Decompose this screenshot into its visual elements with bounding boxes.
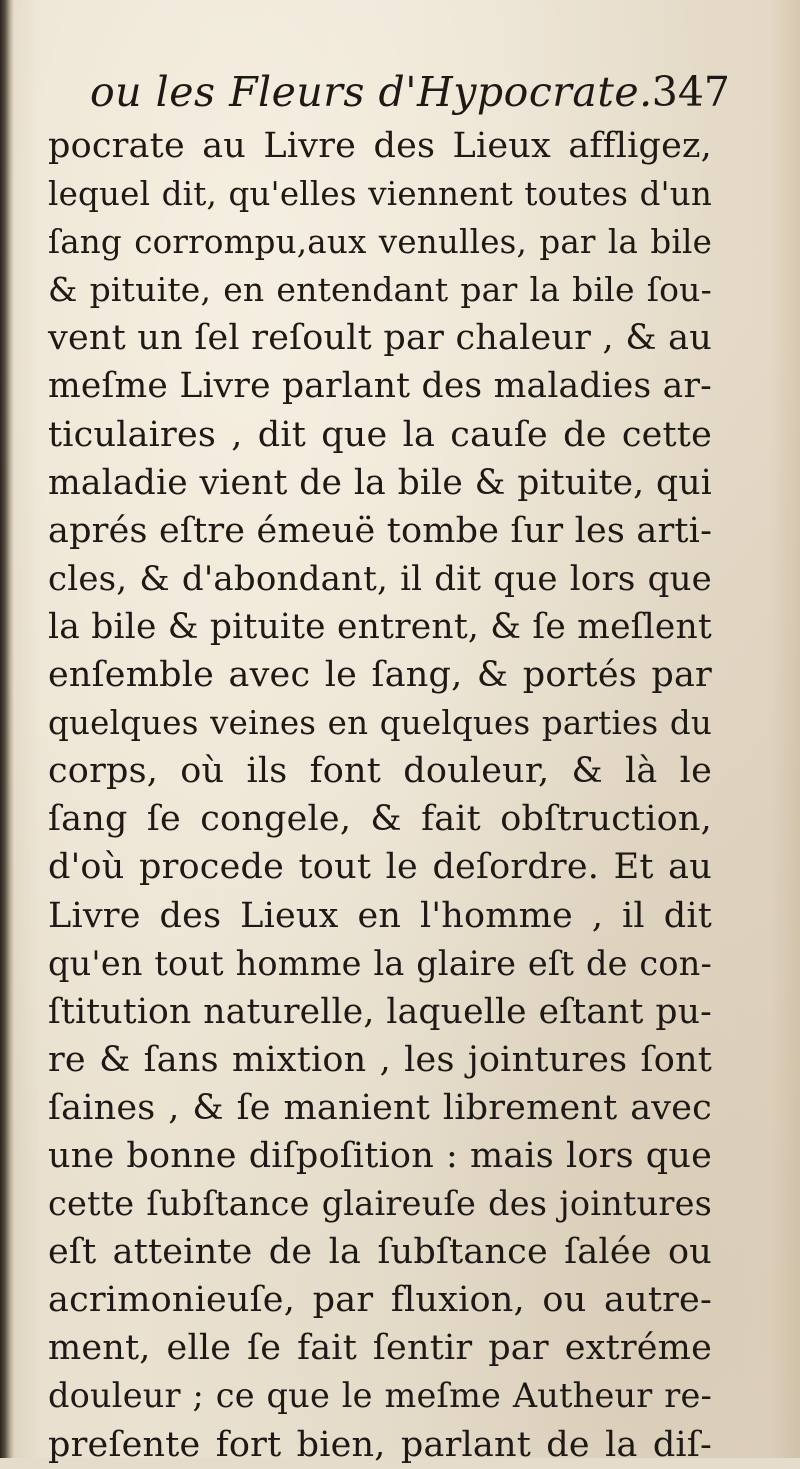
text-line: Livre des Lieux en l'homme , il dit (48, 895, 712, 936)
page-header (90, 62, 730, 122)
text-line: corps, où ils font douleur, & là le (48, 751, 712, 792)
running-title: ou les Fleurs d'Hypocrate. (90, 68, 653, 116)
text-line: qu'en tout homme la glaire eſt de con- (48, 943, 712, 983)
text-line: enſemble avec le ſang, & portés par (48, 655, 712, 696)
text-line: aprés eſtre émeuë tombe ſur les arti- (48, 510, 713, 551)
text-line: une bonne diſpoſition : mais lors que (48, 1135, 712, 1176)
text-line: quelques veines en quelques parties du (48, 704, 712, 743)
text-line: pocrate au Livre des Lieux affligez, (48, 126, 712, 166)
text-line: vent un ſel reſoult par chaleur , & au (48, 318, 712, 359)
page-number: 347 (651, 68, 730, 116)
text-line: ment, elle ſe fait ſentir par extréme (48, 1328, 712, 1369)
text-line: maladie vient de la bile & pituite, qui (48, 462, 712, 503)
binding-edge (0, 0, 14, 1458)
text-line: d'où procede tout le deſordre. Et au (48, 847, 712, 888)
text-line: douleur ; ce que le meſme Autheur re- (48, 1376, 712, 1416)
text-line: la bile & pituite entrent, & ſe meſlent (48, 606, 712, 647)
text-line: cette ſubſtance glaireuſe des jointures (48, 1184, 712, 1224)
text-line: acrimonieuſe, par fluxion, ou autre- (48, 1280, 712, 1321)
text-line: & pituite, en entendant par la bile ſou- (48, 270, 712, 310)
text-line: ſaines , & ſe manient librement avec (48, 1087, 712, 1128)
text-line: ſang ſe congele, & fait obſtruction, (48, 799, 712, 840)
text-line: preſente fort bien, parlant de la diſ- (48, 1424, 712, 1465)
body-text (48, 122, 712, 1469)
text-line: ſtitution naturelle, laquelle eſtant pu- (48, 991, 712, 1032)
text-line: ticulaires , dit que la cauſe de cette (48, 414, 712, 455)
text-line: meſme Livre parlant des maladies ar- (48, 366, 712, 407)
text-line: cles, & d'abondant, il dit que lors que (48, 558, 712, 599)
text-line: eſt atteinte de la ſubſtance ſalée ou (48, 1232, 712, 1273)
text-line: lequel dit, qu'elles viennent toutes d'un (48, 175, 712, 214)
text-line: re & ſans mixtion , les jointures ſont (48, 1039, 712, 1080)
text-line: ſang corrompu,aux venulles, par la bile (48, 223, 712, 262)
